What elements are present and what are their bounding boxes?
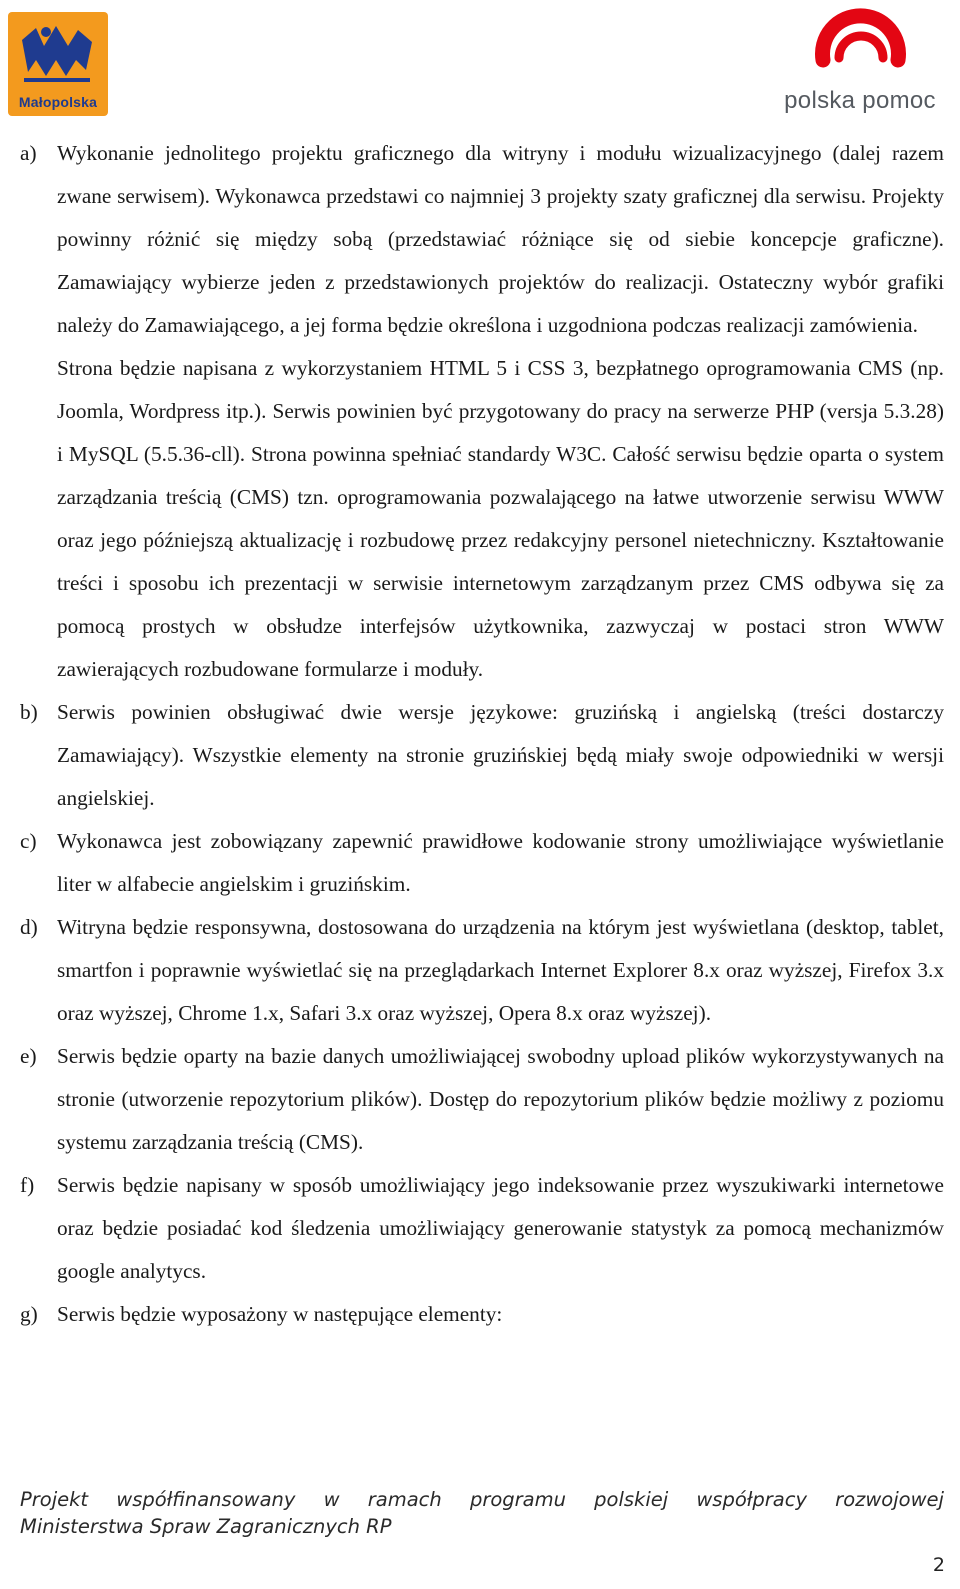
list-item-marker: a): [20, 141, 37, 165]
paragraph: Wykonanie jednolitego projektu graficznego dla witryny i modułu wizualizacyjnego (dalej razem zwane serwisem). Wykonawca przedstawi co najmniej 3 projekty szaty graficznej dla serwisu. Projekty powinny różnić się między sobą (przedstawiać różniące się od siebie koncepcje graficzne). Zamawiający wybierze jeden z przedstawionych projektów do realizacji. Ostateczny wybór grafiki należy do Zamawiającego, a jej forma będzie określona i uzgodniona podczas realizacji zamówienia.: [57, 141, 944, 337]
polska-pomoc-ring-icon: [803, 2, 918, 87]
footer-word: Projekt: [20, 1488, 89, 1511]
paragraph: Serwis będzie napisany w sposób umożliwiający jego indeksowanie przez wyszukiwarki internetowe oraz będzie posiadać kod śledzenia umożliwiający generowanie statystyk za pomocą mechanizmów google analytycs.: [57, 1173, 944, 1283]
page-number: 2: [932, 1554, 945, 1576]
footer-word: współfinansowany: [116, 1488, 296, 1511]
list-item: [20, 1293, 944, 1336]
footer-word: rozwojowej: [835, 1488, 944, 1511]
footer-word: programu: [469, 1488, 566, 1511]
list-item: [20, 906, 944, 1035]
paragraph: Serwis będzie wyposażony w następujące elementy:: [57, 1302, 503, 1326]
footer-word: polskiej: [594, 1488, 669, 1511]
list-item: [20, 1164, 944, 1293]
paragraph: Wykonawca jest zobowiązany zapewnić prawidłowe kodowanie strony umożliwiające wyświetlanie liter w alfabecie angielskim i gruzińskim.: [57, 829, 944, 896]
list-item-marker: e): [20, 1044, 37, 1068]
paragraph: Strona będzie napisana z wykorzystaniem HTML 5 i CSS 3, bezpłatnego oprogramowania CMS (np. Joomla, Wordpress itp.). Serwis powinien być przygotowany do pracy na serwerze PHP (versja 5.3.28) i MySQL (5.5.36-cll). Strona powinna spełniać standardy W3C. Całość serwisu będzie oparta o system zarządzania treścią (CMS) tzn. oprogramowania pozwalającego na łatwe utworzenie serwisu WWW oraz jego późniejszą aktualizację i rozbudowę przez redakcyjny personel nietechniczny. Kształtowanie treści i sposobu ich prezentacji w serwisie internetowym zarządzanym przez CMS odbywa się za pomocą prostych w obsłudze interfejsów użytkownika, zazwyczaj w postaci stron WWW zawierających rozbudowane formularze i moduły.: [57, 356, 944, 681]
document-body: [20, 132, 944, 1336]
footer-funding-line: [20, 1486, 944, 1513]
list-item-marker: c): [20, 829, 37, 853]
malopolska-emblem-icon: [16, 20, 100, 90]
malopolska-logo: [8, 12, 108, 116]
list-item: [20, 820, 944, 906]
paragraph: Serwis powinien obsługiwać dwie wersje językowe: gruzińską i angielską (treści dostarczy Zamawiający). Wszystkie elementy na stronie gruzińskiej będą miały swoje odpowiedniki w wersji angielskiej.: [57, 700, 944, 810]
footer-ministry-line: Ministerstwa Spraw Zagranicznych RP: [20, 1515, 392, 1538]
footer-word: ramach: [367, 1488, 442, 1511]
polska-pomoc-logo-text: polska pomoc: [784, 87, 936, 114]
footer-word: współpracy: [696, 1488, 807, 1511]
page-footer: [20, 1486, 944, 1540]
paragraph: Serwis będzie oparty na bazie danych umożliwiającej swobodny upload plików wykorzystywanych na stronie (utworzenie repozytorium plików). Dostęp do repozytorium plików będzie możliwy z poziomu systemu zarządzania treścią (CMS).: [57, 1044, 944, 1154]
list-item: [20, 1035, 944, 1164]
footer-word: w: [323, 1488, 340, 1511]
list-item-marker: d): [20, 915, 38, 939]
list-item-marker: g): [20, 1302, 38, 1326]
page-header: [0, 0, 960, 125]
malopolska-logo-text: Małopolska: [18, 94, 98, 110]
polska-pomoc-logo: [770, 2, 950, 117]
list-item: [20, 132, 944, 691]
paragraph: Witryna będzie responsywna, dostosowana do urządzenia na którym jest wyświetlana (desktop, tablet, smartfon i poprawnie wyświetlać się na przeglądarkach Internet Explorer 8.x oraz wyższej, Firefox 3.x oraz wyższej, Chrome 1.x, Safari 3.x oraz wyższej, Opera 8.x oraz wyższej).: [57, 915, 944, 1025]
list-item-marker: f): [20, 1173, 35, 1197]
list-item: [20, 691, 944, 820]
list-item-marker: b): [20, 700, 38, 724]
